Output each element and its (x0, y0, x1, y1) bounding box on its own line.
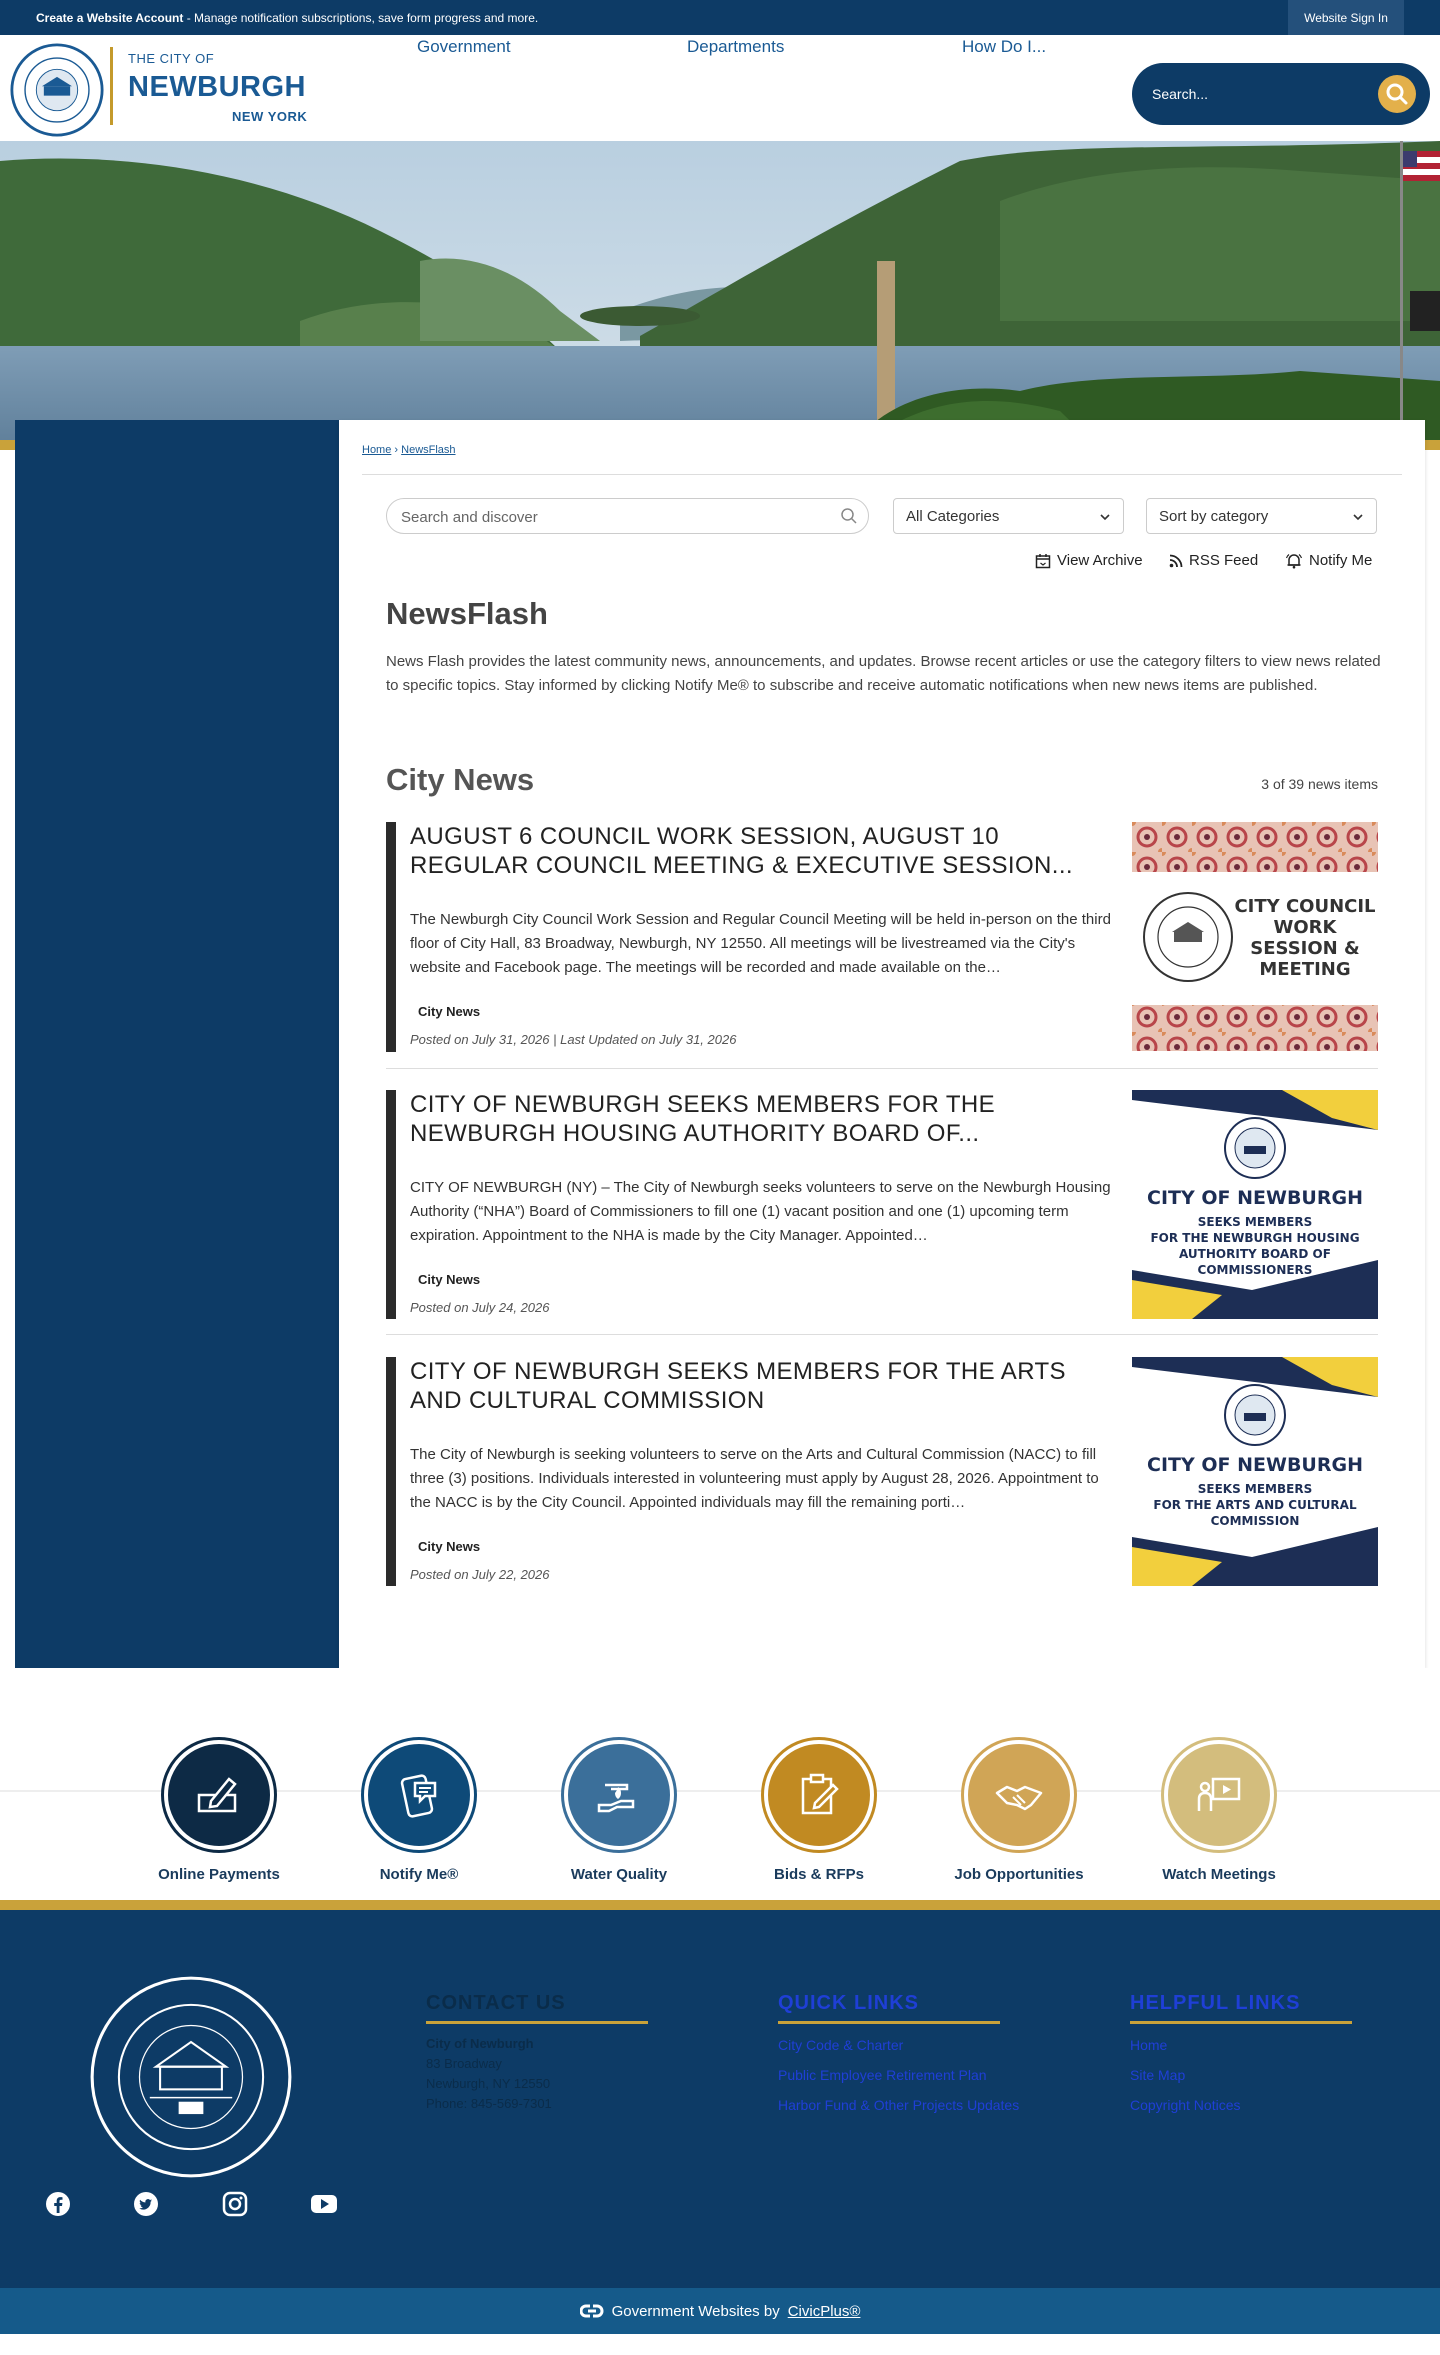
logo-line-1: THE CITY OF (128, 51, 215, 66)
main-content (339, 420, 1425, 1668)
footer-helpful-links-title: HELPFUL LINKS (1130, 1992, 1352, 2024)
footer-link[interactable]: Harbor Fund & Other Projects Updates (778, 2097, 1020, 2113)
footer-contact-line: 83 Broadway (426, 2056, 502, 2071)
civicplus-link[interactable]: CivicPlus® (787, 2302, 861, 2320)
chevron-down-icon (1352, 511, 1364, 523)
nav-how-do-i[interactable]: How Do I... (962, 37, 1047, 56)
news-item-category: City News (418, 1004, 481, 1019)
rss-feed-link[interactable] (1169, 552, 1258, 569)
news-item-divider (386, 1068, 1378, 1069)
quicklink-label: Water Quality (570, 1866, 668, 1883)
quicklink-circle (564, 1740, 674, 1850)
breadcrumb-home[interactable]: Home (362, 444, 392, 456)
news-item-accent-bar (386, 1357, 396, 1586)
civicplus-logo-icon (580, 2303, 604, 2319)
facebook-icon[interactable] (44, 2190, 72, 2218)
quicklink-bids-rfps[interactable] (729, 1740, 909, 1883)
thumbnail-title: CITY OF NEWBURGH (1147, 1454, 1363, 1476)
website-sign-in-button[interactable]: Website Sign In (1288, 0, 1404, 35)
archive-icon (1035, 553, 1051, 569)
handshake-icon (991, 1767, 1047, 1823)
news-item-title[interactable]: CITY OF NEWBURGH SEEKS MEMBERS FOR THE ARTS AND CULTURAL COMMISSION (410, 1358, 1066, 1414)
footer-contact-title: CONTACT US (426, 1992, 648, 2024)
youtube-icon[interactable] (310, 2190, 338, 2218)
news-item-description: The City of Newburgh is seeking volunteers to serve on the Arts and Cultural Commission (NACC) to fill three (3) positions. Individuals interested in volunteering must apply by August 28, 2026. Appointment to the NACC is by the City Council. Appointed individuals may fill the remaining porti… (410, 1446, 1099, 1511)
quicklink-circle (1164, 1740, 1274, 1850)
sort-select-value: Sort by category (1159, 507, 1269, 525)
quicklink-notify-me[interactable] (329, 1740, 509, 1883)
page-intro: News Flash provides the latest community news, announcements, and updates. Browse recent articles or use the category filters to view news related to specific topics. Stay informed by clicking Notify Me® to subscribe and receive automatic notifications when new news items are published. (386, 653, 1381, 694)
breadcrumb-newsflash[interactable]: NewsFlash (401, 444, 456, 456)
thumbnail-subtitle: FOR THE ARTS AND CULTURAL (1153, 1498, 1357, 1512)
pen-card-icon (191, 1767, 247, 1823)
news-item-accent-bar (386, 1090, 396, 1319)
sort-select[interactable] (1146, 498, 1377, 534)
phone-message-icon (391, 1767, 447, 1823)
breadcrumb (362, 444, 456, 456)
quicklink-circle (164, 1740, 274, 1850)
thumbnail-subtitle: COMMISSION (1210, 1514, 1300, 1528)
notify-me-link[interactable] (1285, 552, 1372, 569)
newsflash-search (386, 498, 869, 534)
thumbnail-text: WORK (1273, 917, 1337, 938)
news-item-posted-date: Posted on July 24, 2026 (410, 1300, 550, 1315)
footer-city-seal[interactable] (88, 1974, 294, 2180)
news-item-title[interactable]: CITY OF NEWBURGH SEEKS MEMBERS FOR THE NEWBURGH HOUSING AUTHORITY BOARD OF... (410, 1091, 996, 1147)
thumbnail-text: MEETING (1259, 959, 1351, 980)
powered-by-bar (0, 2288, 1440, 2334)
quicklink-label: Job Opportunities (954, 1866, 1084, 1883)
search-icon (1385, 82, 1409, 106)
presentation-icon (1191, 1767, 1247, 1823)
page-bottom (0, 2334, 1440, 2355)
quicklink-water-quality[interactable] (529, 1740, 709, 1883)
thumbnail-subtitle: FOR THE NEWBURGH HOUSING (1150, 1231, 1360, 1245)
quicklink-online-payments[interactable] (129, 1740, 309, 1883)
section-title: City News (386, 762, 535, 797)
footer-contact-line: Phone: 845-569-7301 (426, 2096, 552, 2111)
footer-gold-strip (0, 1900, 1440, 1910)
site-search-input[interactable] (1152, 81, 1352, 107)
news-item-posted-date: Posted on July 22, 2026 (410, 1567, 550, 1582)
quicklink-circle (364, 1740, 474, 1850)
thumbnail-text: CITY COUNCIL (1234, 896, 1376, 917)
left-sidebar (15, 420, 339, 1668)
notify-me-label: Notify Me (1309, 552, 1373, 569)
news-item-description: The Newburgh City Council Work Session and Regular Council Meeting will be held in-person on the third floor of City Hall, 83 Broadway, Newburgh, NY 12550. All meetings will be livestreamed via the City's website and Facebook page. The meetings will be recorded and made available on the… (410, 911, 1111, 976)
quicklink-watch-meetings[interactable] (1129, 1740, 1309, 1883)
quicklink-label: Notify Me® (379, 1866, 459, 1883)
create-account-link[interactable]: Create a Website Account - Manage notification subscriptions, save form progress and more. (36, 10, 539, 25)
footer-link[interactable]: City Code & Charter (778, 2037, 904, 2053)
news-item (386, 822, 1378, 1052)
news-item-thumbnail[interactable] (1132, 1357, 1378, 1586)
thumbnail-subtitle: AUTHORITY BOARD OF (1179, 1247, 1331, 1261)
search-icon[interactable] (840, 507, 858, 525)
rss-feed-label: RSS Feed (1189, 552, 1259, 569)
site-search (1132, 63, 1430, 125)
thumbnail-subtitle: COMMISSIONERS (1197, 1263, 1313, 1277)
newsflash-search-input[interactable] (401, 507, 821, 527)
thumbnail-title: CITY OF NEWBURGH (1147, 1187, 1363, 1209)
breadcrumb-separator: › (394, 444, 399, 456)
news-item-category: City News (418, 1539, 481, 1554)
clipboard-pen-icon (791, 1767, 847, 1823)
news-item-thumbnail[interactable] (1132, 822, 1378, 1051)
chevron-down-icon (1099, 511, 1111, 523)
footer-contact-line: Newburgh, NY 12550 (426, 2076, 551, 2091)
footer-link[interactable]: Public Employee Retirement Plan (778, 2067, 987, 2083)
quicklink-label: Bids & RFPs (773, 1866, 864, 1883)
quicklink-label: Online Payments (158, 1866, 280, 1883)
thumbnail-subtitle: SEEKS MEMBERS (1197, 1215, 1313, 1229)
top-bar (0, 0, 1440, 35)
footer-contact-line: City of Newburgh (426, 2036, 534, 2051)
rss-icon (1169, 554, 1183, 568)
news-item-description: CITY OF NEWBURGH (NY) – The City of Newburgh seeks volunteers to serve on the Newburgh Housing Authority (“NHA”) Board of Commissioners to fill one (1) vacant position and one (1) upcoming term expiration. Appointment to the NHA is made by the City Manager. Appointed… (410, 1179, 1111, 1244)
thumbnail-text: SESSION & (1250, 938, 1360, 959)
news-item-thumbnail[interactable] (1132, 1090, 1378, 1319)
view-archive-label: View Archive (1057, 552, 1143, 569)
nav-government[interactable]: Government (417, 37, 511, 56)
hero-image (0, 141, 1440, 450)
footer-link[interactable]: Site Map (1130, 2067, 1186, 2083)
news-item-accent-bar (386, 822, 396, 1052)
footer-link[interactable]: Home (1130, 2037, 1168, 2053)
twitter-icon[interactable] (132, 2190, 160, 2218)
category-select[interactable] (893, 498, 1124, 534)
news-item (386, 1357, 1378, 1586)
page-title: NewsFlash (386, 596, 548, 631)
logo-divider (110, 47, 113, 125)
water-hand-icon (591, 1767, 647, 1823)
news-count: 3 of 39 news items (1261, 776, 1378, 792)
footer-quick-links (778, 1992, 1020, 2120)
news-item-divider (386, 1334, 1378, 1335)
site-search-button[interactable] (1378, 75, 1416, 113)
nav-departments[interactable]: Departments (687, 37, 785, 56)
news-item-posted-date: Posted on July 31, 2026 | Last Updated on July 31, 2026 (410, 1032, 737, 1047)
footer-link[interactable]: Copyright Notices (1130, 2097, 1241, 2113)
news-item (386, 1090, 1378, 1319)
bell-icon (1285, 553, 1303, 569)
thumbnail-subtitle: SEEKS MEMBERS (1197, 1482, 1313, 1496)
breadcrumb-divider (362, 474, 1402, 475)
powered-by-text: Government Websites by (611, 2302, 780, 2320)
quicklink-label: Watch Meetings (1162, 1866, 1276, 1883)
quicklink-job-opportunities[interactable] (929, 1740, 1109, 1883)
quicklink-circle (764, 1740, 874, 1850)
site-header (0, 35, 1440, 141)
news-item-title[interactable]: AUGUST 6 COUNCIL WORK SESSION, AUGUST 10 REGULAR COUNCIL MEETING & EXECUTIVE SESSION... (410, 823, 1073, 879)
news-item-category: City News (418, 1272, 481, 1287)
category-select-value: All Categories (906, 507, 1000, 525)
footer-contact (426, 1992, 648, 2114)
instagram-icon[interactable] (221, 2190, 249, 2218)
city-seal-logo[interactable] (10, 43, 104, 137)
quicklink-circle (964, 1740, 1074, 1850)
logo-line-2[interactable]: NEWBURGH (128, 71, 306, 103)
logo-line-3: NEW YORK (232, 109, 308, 124)
footer-quick-links-title: QUICK LINKS (778, 1992, 1000, 2024)
site-footer (0, 1910, 1440, 2288)
view-archive-link[interactable] (1035, 552, 1143, 569)
footer-helpful-links (1130, 1992, 1352, 2120)
